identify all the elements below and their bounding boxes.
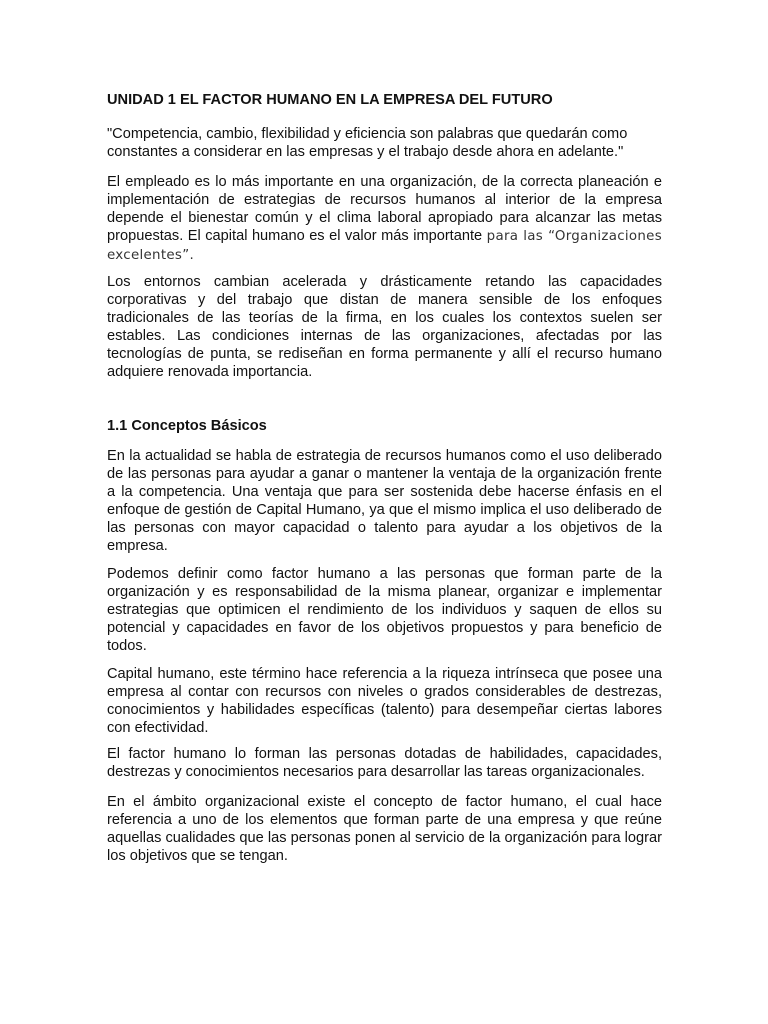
section-paragraph-2: Podemos definir como factor humano a las personas que forman parte de la organización y es responsabilidad de la misma planear, organizar e implementar estrategias que optimicen el rendimiento de los individuos y saquen de ellos su potencial y capacidades en favor de los objetivos propuestos y para beneficio de todos. [107,566,662,654]
intro-paragraph-1 [107,173,662,265]
section-paragraph-3: Capital humano, este término hace referencia a la riqueza intrínseca que posee una empresa al contar con recursos con niveles o grados considerables de destrezas, conocimientos y habilidades específicas (talento) para desempeñar ciertas labores con efectividad. [107,666,662,736]
opening-quote: "Competencia, cambio, flexibilidad y eficiencia son palabras que quedarán como constantes a considerar en las empresas y el trabajo desde ahora en adelante." [107,126,628,160]
intro-paragraph-1-main-text: El empleado es lo más importante en una organización, de la correcta planeación e implementación de estrategias de recursos humanos al interior de la empresa depende el bienestar común y el clima laboral apropiado para alcanzar las metas propuestas. El capital humano es el valor más importante [107,174,662,244]
intro-paragraph-2: Los entornos cambian acelerada y drásticamente retando las capacidades corporativas y del trabajo que distan de manera sensible de los enfoques tradicionales de las teorías de la firma, en los cuales los contextos suelen ser estables. Las condiciones internas de las organizaciones, afectadas por las tecnologías de punta, se rediseñan en forma permanente y allí el recurso humano adquiere renovada importancia. [107,274,662,380]
intro-paragraph-1-tail-text: para las “Organizaciones excelentes”. [107,229,662,263]
section-paragraph-4: El factor humano lo forman las personas dotadas de habilidades, capacidades, destrezas y conocimientos necesarios para desarrollar las tareas organizacionales. [107,746,662,780]
section-heading-conceptos-basicos: 1.1 Conceptos Básicos [107,418,267,434]
document-title: UNIDAD 1 EL FACTOR HUMANO EN LA EMPRESA DEL FUTURO [107,92,553,108]
section-paragraph-1: En la actualidad se habla de estrategia de recursos humanos como el uso deliberado de las personas para ayudar a ganar o mantener la ventaja de la organización frente a la competencia. Una ventaja que para ser sostenida debe hacerse énfasis en el enfoque de gestión de Capital Humano, ya que el mismo implica el uso deliberado de las personas con mayor capacidad o talento para ayudar a los objetivos de la empresa. [107,448,662,554]
section-paragraph-5: En el ámbito organizacional existe el concepto de factor humano, el cual hace referencia a uno de los elementos que forman parte de una empresa y que reúne aquellas cualidades que las personas ponen al servicio de la organización para lograr los objetivos que se tengan. [107,794,662,864]
